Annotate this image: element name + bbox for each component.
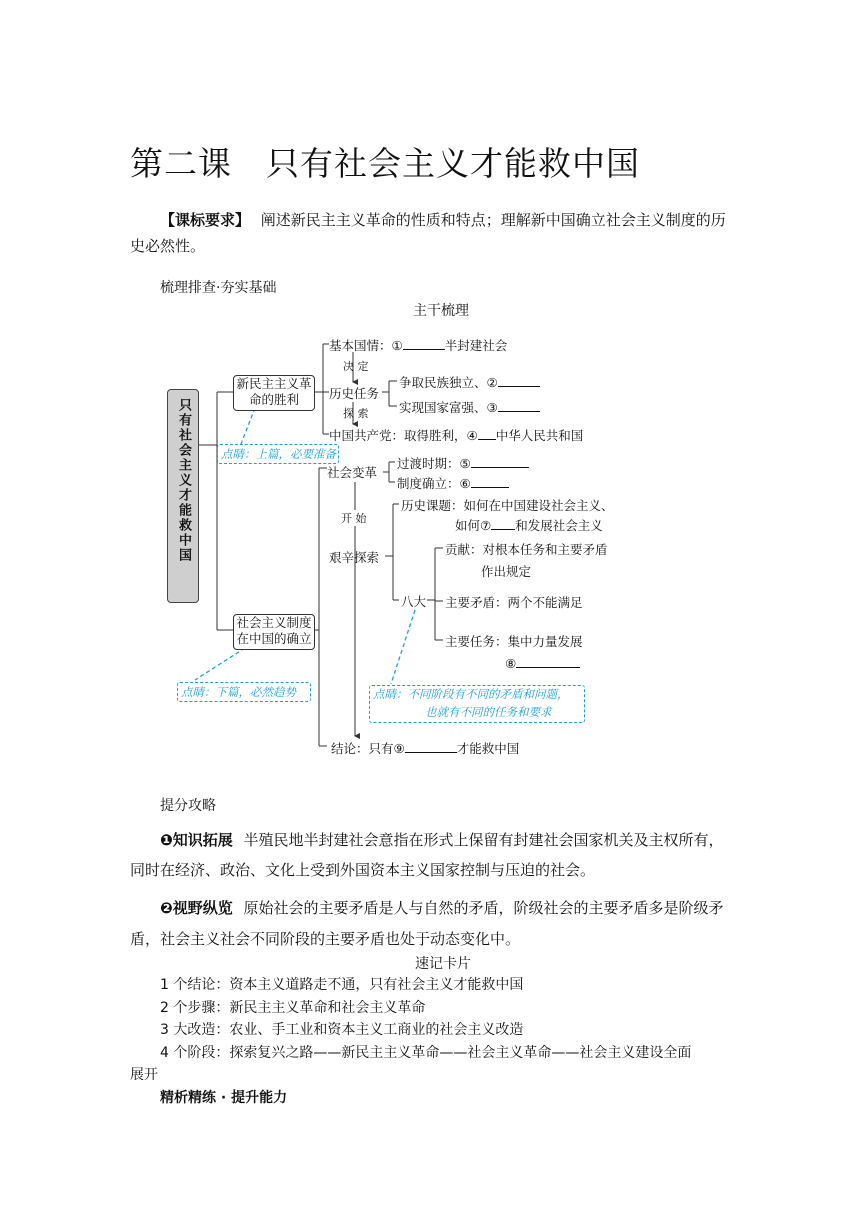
basic-label: 基本国情：① <box>329 338 403 353</box>
blank-2 <box>498 373 540 387</box>
conclusion <box>331 739 519 757</box>
conclusion-label: 结论：只有⑨ <box>331 741 405 756</box>
tip-2-mark: ❷视野纵览 <box>160 899 233 917</box>
blank-4 <box>478 426 496 440</box>
basic-tail: 半封建社会 <box>444 338 508 353</box>
blank-6 <box>471 474 509 488</box>
blank-9 <box>405 739 457 753</box>
trans-label: 过渡时期：⑤ <box>397 456 471 471</box>
topic2-label: 如何⑦ <box>455 518 492 533</box>
social-change: 社会变革 <box>327 465 378 480</box>
card-item: 2 个步骤：新民主主义革命和社会主义革命 <box>160 999 426 1016</box>
tip-1-text: 半殖民地半封建社会意指在形式上保留有封建社会国家机关及主权所有， <box>243 831 724 849</box>
topic-1: 历史课题：如何在中国建设社会主义、 <box>401 498 614 513</box>
branch-socialist-system: 社会主义制度在中国的确立 <box>233 614 315 650</box>
topic-2 <box>455 516 603 534</box>
blank-5 <box>471 454 529 468</box>
root-label: 只有社会主义才能救中国 <box>176 398 191 563</box>
start-label: 开 始 <box>341 512 367 525</box>
note-3b: 也就有不同的任务和要求 <box>425 705 552 719</box>
branch-new-democratic: 新民主主义革命的胜利 <box>233 375 315 411</box>
card-title: 速记卡片 <box>415 956 471 972</box>
tip-2 <box>160 895 740 921</box>
note-1: 点睛：上篇，必要准备 <box>221 447 336 461</box>
basic-condition <box>329 336 507 354</box>
contribution-1: 贡献：对根本任务和主要矛盾 <box>445 542 608 557</box>
card-item: 3 大改造：农业、手工业和资本主义工商业的社会主义改造 <box>160 1022 524 1038</box>
eighth-congress: 八大 <box>401 594 427 609</box>
main-task: 主要任务：集中力量发展 <box>445 634 583 649</box>
historic-task: 历史任务 <box>329 386 380 401</box>
topic2-tail: 和发展社会主义 <box>515 518 603 533</box>
task2-label: 实现国家富强、③ <box>399 400 498 415</box>
card-item: 1 个结论：资本主义道路走不通，只有社会主义才能救中国 <box>160 977 524 993</box>
hard-exploration: 艰辛探索 <box>329 550 380 565</box>
page-title: 第二课 只有社会主义才能救中国 <box>130 144 640 183</box>
main-task-2 <box>505 654 580 671</box>
main-contradiction: 主要矛盾：两个不能满足 <box>445 595 583 610</box>
cpc-tail: 中华人民共和国 <box>495 428 584 443</box>
conclusion-tail: 才能救中国 <box>456 741 520 756</box>
task-independence <box>399 373 540 391</box>
tip-2-text: 原始社会的主要矛盾是人与自然的矛盾，阶级社会的主要矛盾多是阶级矛 <box>243 899 724 917</box>
requirement-text-2: 史必然性。 <box>130 237 206 255</box>
section-heading-3: 精析精练 · 提升能力 <box>160 1090 288 1106</box>
blank-7 <box>491 516 515 530</box>
tip-1-text-2: 同时在经济、政治、文化上受到外国资本主义国家控制与压迫的社会。 <box>130 861 596 879</box>
note-3a: 点睛：不同阶段有不同的矛盾和问题， <box>373 687 569 701</box>
contribution-2: 作出规定 <box>481 564 532 579</box>
section-heading-2: 提分攻略 <box>160 798 216 814</box>
explore-label: 探 索 <box>343 407 369 420</box>
tip-1-mark: ❶知识拓展 <box>160 831 233 849</box>
section-heading-1: 梳理排查·夯实基础 <box>160 280 277 296</box>
system-established <box>397 474 509 492</box>
diagram-title: 主干梳理 <box>413 303 469 319</box>
task1-label: 争取民族独立、② <box>399 375 498 390</box>
cpc-label: 中国共产党：取得胜利，④ <box>329 428 478 443</box>
requirement-text: 阐述新民主主义革命的性质和特点；理解新中国确立社会主义制度的历 <box>260 211 726 229</box>
requirement <box>160 207 735 233</box>
transition-period <box>397 454 529 472</box>
blank-1 <box>403 336 445 350</box>
root-box <box>167 389 199 603</box>
system-label: 制度确立：⑥ <box>397 476 471 491</box>
tip-1 <box>160 827 740 853</box>
requirement-label: 【课标要求】 <box>160 211 251 229</box>
card-item-continued: 展开 <box>130 1067 158 1083</box>
card-item: 4 个阶段：探索复兴之路——新民主主义革命——社会主义革命——社会主义建设全面 <box>160 1044 692 1061</box>
blank-8 <box>516 654 580 668</box>
note-2: 点睛：下篇，必然趋势 <box>181 685 296 699</box>
tip-2-text-2: 盾，社会主义社会不同阶段的主要矛盾也处于动态变化中。 <box>130 930 521 948</box>
decide-label: 决 定 <box>343 360 369 373</box>
cpc-line <box>329 426 583 444</box>
blank-3 <box>498 398 540 412</box>
mind-map <box>155 322 614 762</box>
card-list <box>160 974 691 1064</box>
mtask2-label: ⑧ <box>505 656 517 671</box>
task-prosperity <box>399 398 540 416</box>
